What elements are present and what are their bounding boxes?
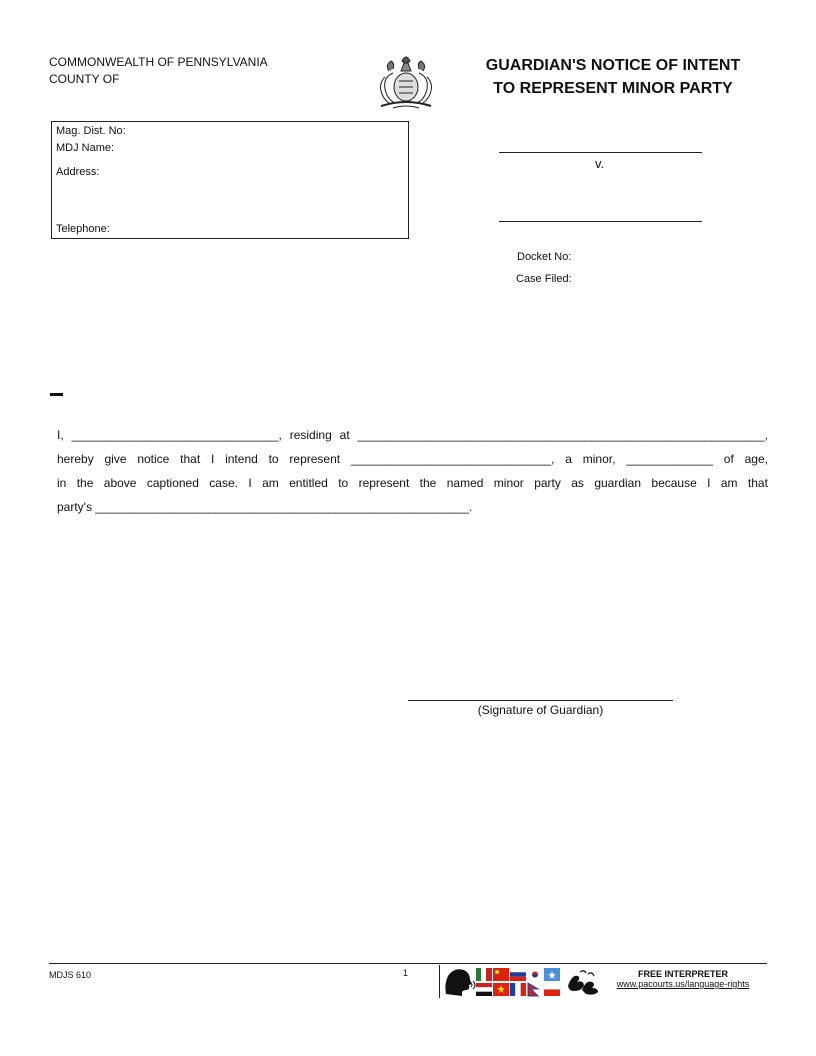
county-label: COUNTY OF	[49, 72, 120, 86]
address-label: Address:	[56, 166, 100, 178]
plaintiff-line	[499, 152, 702, 153]
section-dash	[50, 393, 63, 396]
title-line-2: TO REPRESENT MINOR PARTY	[493, 80, 733, 97]
court-header	[49, 54, 268, 88]
mdj-name-label: MDJ Name:	[56, 142, 115, 154]
footer-rule	[49, 963, 767, 964]
title-line-1: GUARDIAN'S NOTICE OF INTENT	[485, 57, 741, 74]
page-number: 1	[403, 968, 409, 978]
signature-line	[408, 700, 673, 701]
form-number: MDJS 610	[49, 970, 92, 980]
speaking-head-icon	[442, 966, 476, 998]
language-flags-icon	[476, 968, 564, 998]
form-title	[470, 54, 756, 100]
versus-label: v.	[595, 156, 605, 171]
body-line-4: party's ________________________________________________________.	[57, 500, 473, 514]
state-name: COMMONWEALTH OF PENNSYLVANIA	[49, 55, 268, 69]
mag-dist-label: Mag. Dist. No:	[56, 125, 126, 137]
language-rights-link[interactable]: www.pacourts.us/language-rights	[616, 979, 750, 989]
telephone-label: Telephone:	[56, 223, 110, 235]
docket-label: Docket No:	[517, 251, 572, 263]
body-line-2: hereby give notice that I intend to represent ______________________________, a minor, _____________ of age,	[57, 452, 768, 466]
footer-divider	[439, 965, 440, 998]
court-info-box	[51, 121, 409, 239]
defendant-line	[499, 221, 702, 222]
pennsylvania-seal-icon	[371, 51, 441, 113]
body-line-3: in the above captioned case. I am entitled to represent the named minor party as guardian because I am that	[57, 476, 768, 490]
body-line-1: I, _______________________________, residing at _____________________________________________________________,	[57, 428, 769, 442]
case-filed-label: Case Filed:	[516, 273, 572, 285]
language-access-graphic	[442, 966, 602, 998]
interpreter-title: FREE INTERPRETER	[637, 969, 728, 979]
sign-language-hands-icon	[566, 968, 600, 996]
signature-label: (Signature of Guardian)	[477, 703, 604, 717]
